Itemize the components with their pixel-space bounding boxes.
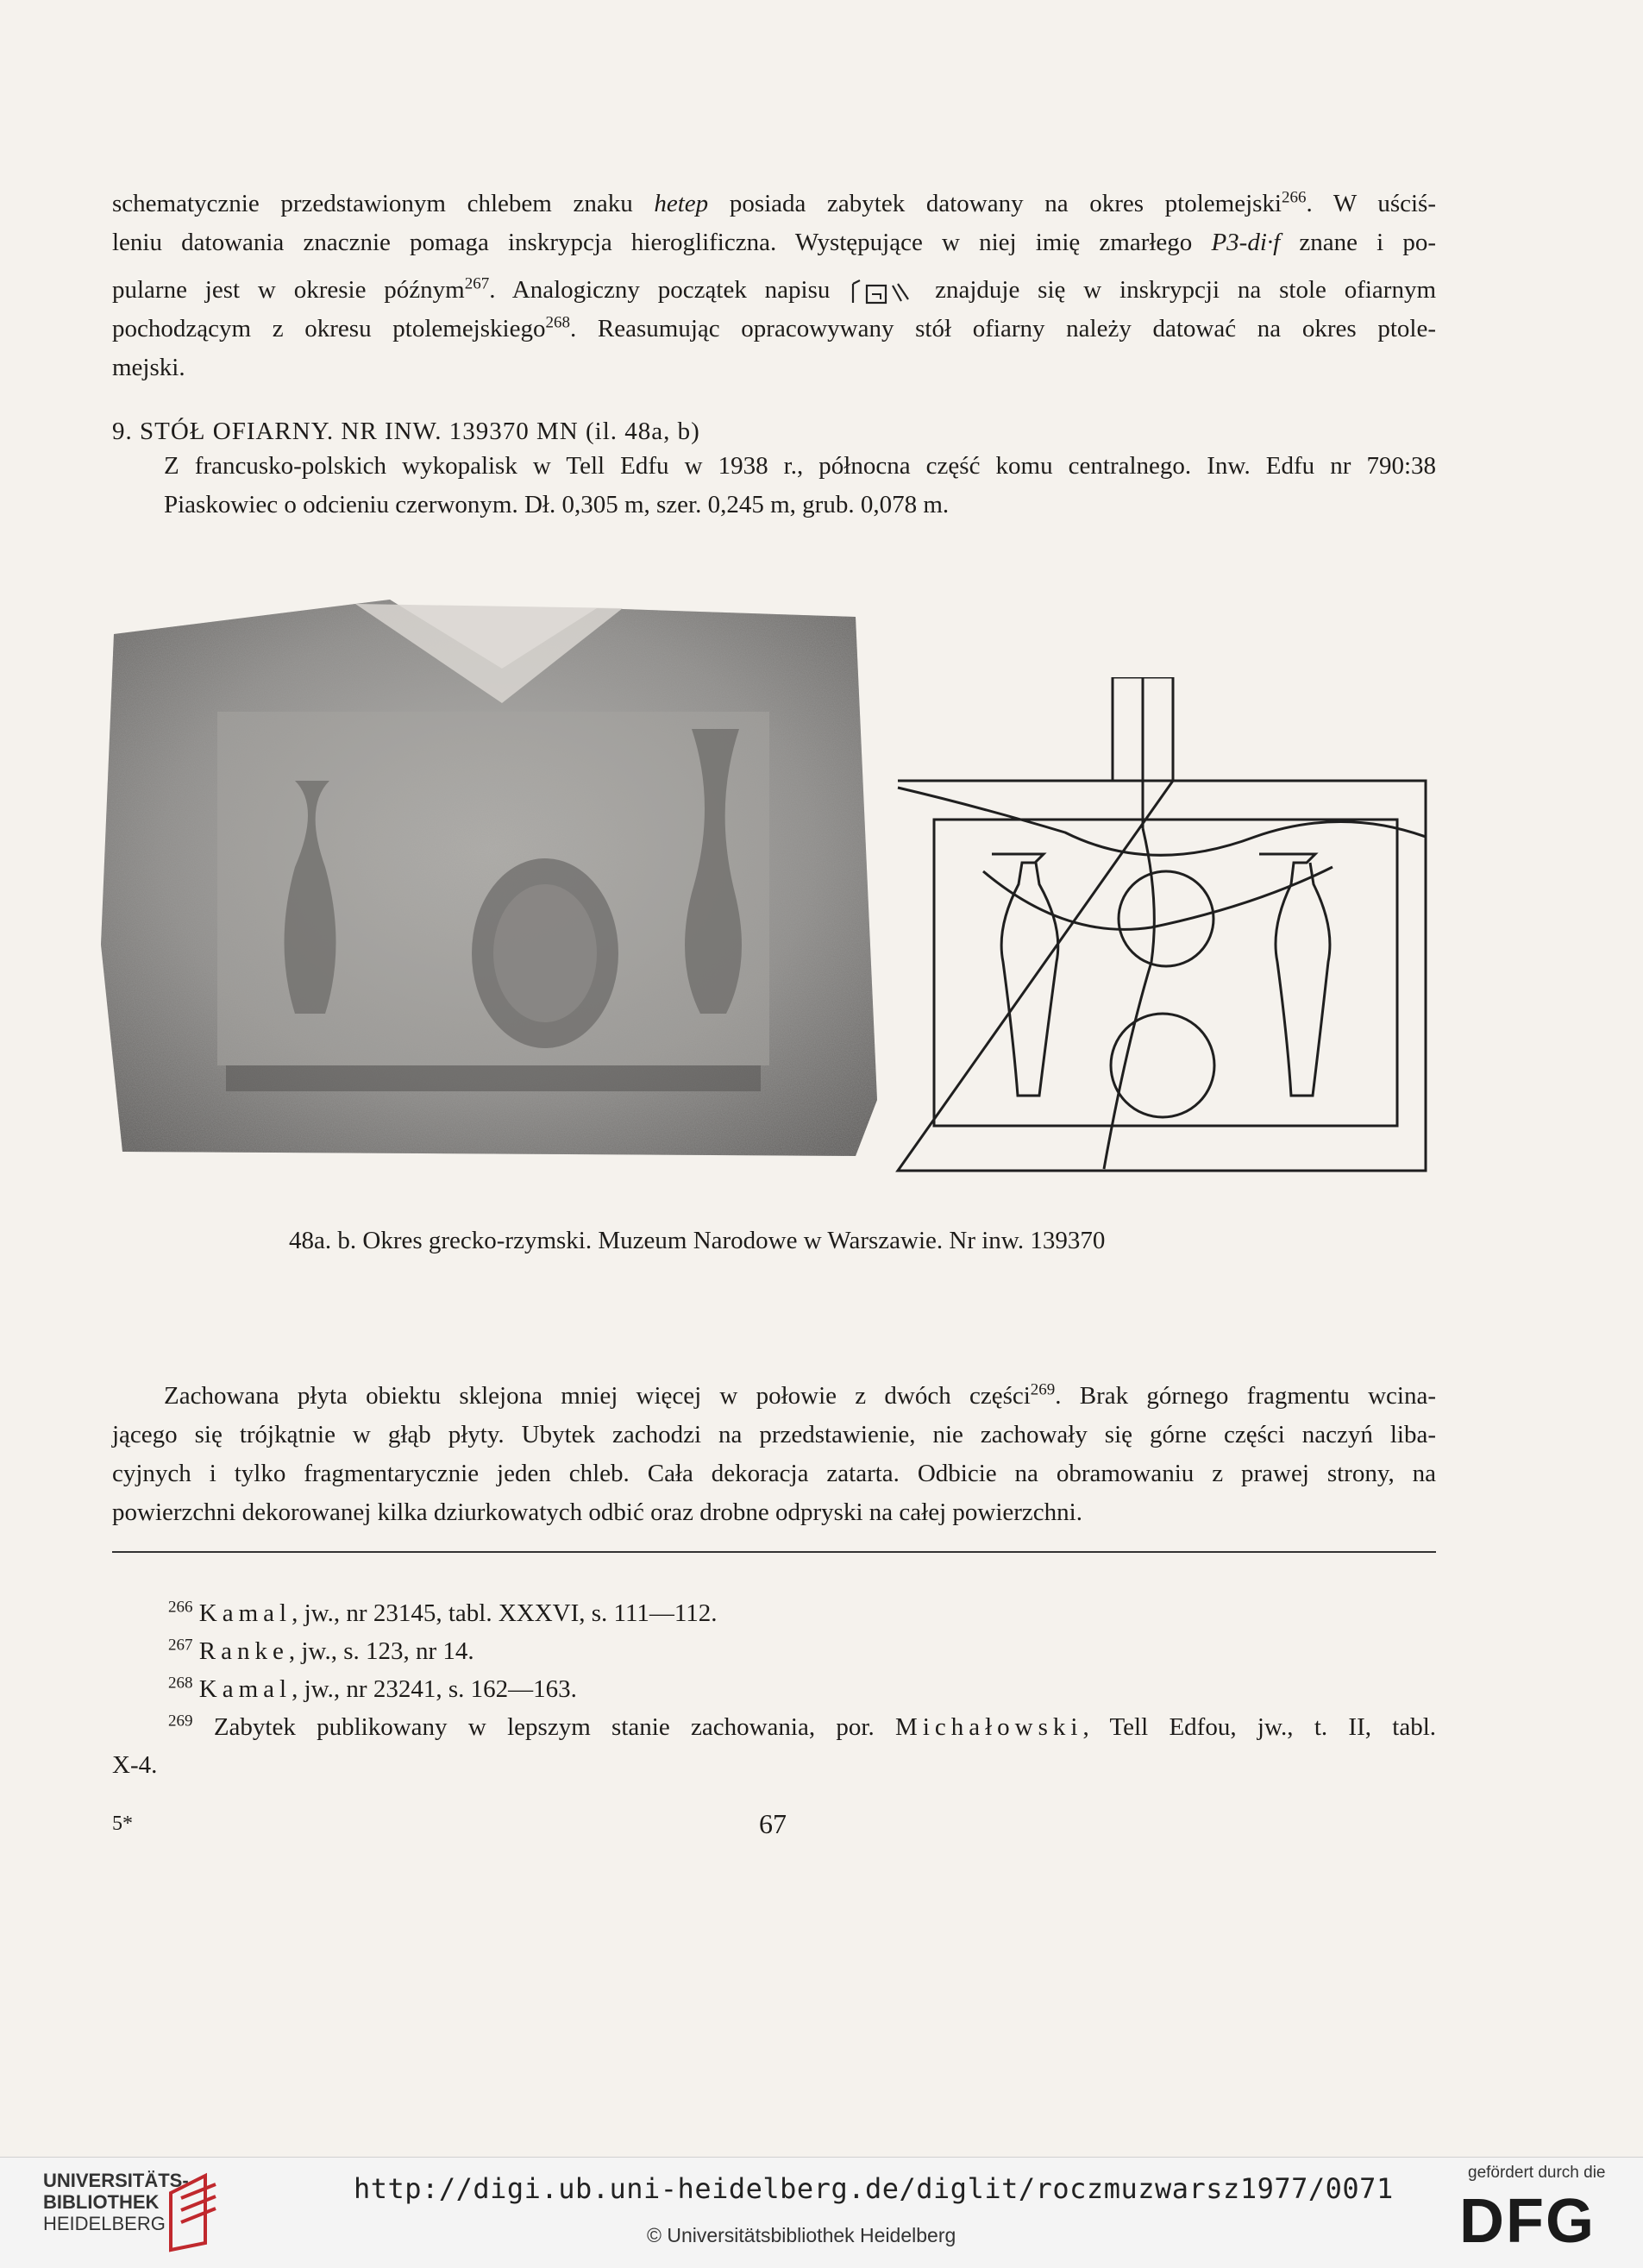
p1-line-4: pochodzącym z okresu ptolemejskiego$^{268}$. Reasumując opracowywany stół ofiarny należy datować na okres ptole-: [112, 313, 1436, 342]
page-number: 67: [759, 1808, 787, 1839]
p1-line-2: leniu datowania znacznie pomaga inskrypcja hieroglificzna. Występujące w niej imię zmarłego P3-di·f znane i po-: [112, 229, 1436, 256]
dfg-logo: DFG: [1459, 2187, 1596, 2256]
footnote-269-continued: X-4.: [112, 1751, 158, 1779]
offering-table-drawing: [893, 677, 1432, 1178]
figure-caption: 48a. b. Okres grecko-rzymski. Muzeum Narodowe w Warszawie. Nr inw. 139370: [289, 1227, 1106, 1254]
permalink-url[interactable]: http://digi.ub.uni-heidelberg.de/diglit/roczmuzwarsz1977/0071: [354, 2172, 1394, 2205]
p2-line-2: jącego się trójkątnie w głąb płyty. Ubytek zachodzi na przedstawienie, nie zachowały się górne części naczyń liba-: [112, 1421, 1436, 1448]
copyright-notice: © Universitätsbibliothek Heidelberg: [647, 2224, 956, 2246]
p2-line-1: Zachowana płyta obiektu sklejona mniej więcej w połowie z dwóch części$^{269}$. Brak górnego fragmentu wcina-: [164, 1380, 1436, 1410]
hieroglyph-icon: [848, 277, 917, 306]
paragraph-1: [112, 185, 1436, 387]
photo-svg: [97, 582, 890, 1169]
funder-note: gefördert durch die: [1468, 2164, 1606, 2182]
p2-line-4: powierzchni dekorowanej kilka dziurkowatych odbić oraz drobne odpryski na całej powierzchni.: [112, 1498, 1082, 1526]
p1-line-3: pularne jest w okresie późnym$^{267}$. Analogiczny początek napisu znajduje się w inskrypcji na stole ofiarnym: [112, 271, 1436, 310]
footnote-266: $^{266}$ Kamal, jw., nr 23145, tabl. XXXVI, s. 111—112.: [168, 1598, 718, 1627]
p1-line-1: schematycznie przedstawionym chlebem znaku hetep posiada zabytek datowany na okres ptolemejski$^{266}$. W uściś-: [112, 188, 1436, 217]
footnote-rule: [112, 1551, 1436, 1553]
entry-provenance: Z francusko-polskich wykopalisk w Tell Edfu w 1938 r., północna część komu centralnego. Inw. Edfu nr 790:38 Piaskowiec o odcieniu czerwonym. Dł. 0,305 m, szer. 0,245 m, grub. 0,078 m.: [164, 452, 1436, 518]
entry-heading: 9. STÓŁ OFIARNY. NR INW. 139370 MN (il. 48a, b): [112, 418, 700, 445]
footnote-269: $^{269}$ Zabytek publikowany w lepszym stanie zachowania, por. Michałowski, Tell Edfou, jw., t. II, tabl.: [168, 1712, 1437, 1741]
footnote-268: $^{268}$ Kamal, jw., nr 23241, s. 162—163.: [168, 1674, 577, 1703]
signature-mark: 5*: [112, 1813, 133, 1835]
library-logo-icon: [164, 2167, 224, 2253]
offering-table-photo: [97, 582, 890, 1169]
p1-line-5: mejski.: [112, 354, 185, 381]
p2-line-3: cyjnych i tylko fragmentarycznie jeden chleb. Cała dekoracja zatarta. Odbicie na obramowaniu z prawej strony, na: [112, 1460, 1436, 1487]
footnotes: [112, 1594, 1436, 1784]
footnote-267: $^{267}$ Ranke, jw., s. 123, nr 14.: [168, 1636, 474, 1665]
library-name: UNIVERSITÄTS- BIBLIOTHEK HEIDELBERG: [43, 2170, 189, 2234]
drawing-svg: [893, 677, 1432, 1178]
paragraph-2: [112, 1377, 1436, 1532]
